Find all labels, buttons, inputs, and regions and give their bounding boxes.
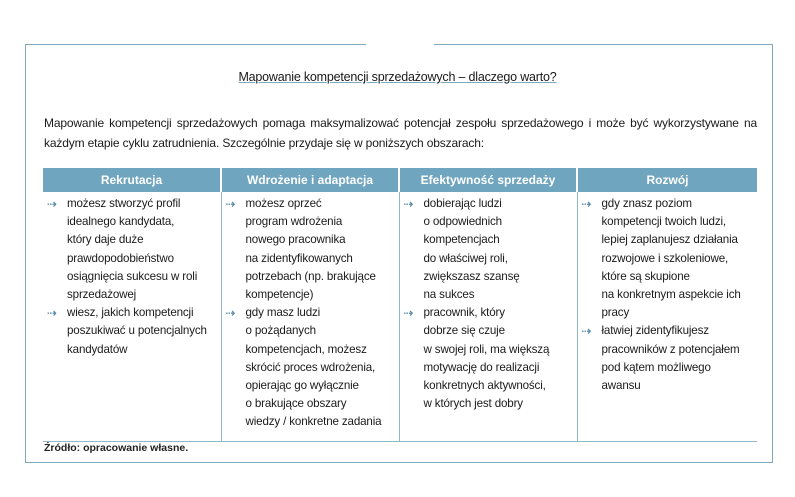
list-item-text-line: sprzedażowej (67, 288, 137, 302)
list-item-text-line: na zidentyfikowanych (245, 251, 353, 265)
list-item-text-line: wiesz, jakich kompetencji (67, 306, 194, 320)
list-item-text-line: lepiej zaplanujesz działania (601, 233, 738, 247)
table-body-row (43, 192, 757, 442)
column-header-recruitment: Rekrutacja (43, 168, 221, 192)
list-item-text-line: pracy (601, 306, 630, 320)
list-item-text-line: awansu (601, 379, 641, 393)
list-item-text-line: o pożądanych (245, 324, 316, 338)
list-item-text-line: w których jest dobry (423, 397, 523, 411)
list-item-text-line: w swojej roli, ma większą (423, 342, 550, 356)
column-cell-recruitment (43, 192, 221, 442)
table-header-row (43, 168, 757, 192)
list-item-text-line: wiedzy / konkretne zadania (245, 415, 382, 429)
list-item-text-line: prawdopodobieństwo (67, 251, 174, 265)
arrow-right-icon: ⇢ (225, 306, 236, 321)
list-item-text-line: o odpowiednich (423, 215, 502, 229)
arrow-right-icon: ⇢ (225, 197, 236, 211)
column-cell-onboarding (221, 192, 399, 442)
list-item-text-line: kompetencji twoich ludzi, (601, 215, 726, 229)
list-item-text-line: na sukces (423, 288, 475, 302)
list-item (404, 195, 573, 304)
column-cell-sales-effectiveness (399, 192, 577, 442)
list-item (404, 304, 573, 413)
arrow-right-icon: ⇢ (47, 306, 57, 321)
list-item-text-line: łatwiej zidentyfikujesz (601, 324, 709, 338)
column-cell-development (577, 192, 757, 442)
list-item-text-line: zwiększasz szansę (423, 269, 520, 283)
column-header-onboarding: Wdrożenie i adaptacja (221, 168, 399, 192)
list-item-text-line: kandydatów (67, 342, 128, 356)
list-item-text-line: motywację do realizacji (423, 360, 540, 374)
list-item (47, 304, 217, 359)
list-item-text-line: rozwojowe i szkoleniowe, (601, 251, 729, 265)
column-header-development: Rozwój (577, 168, 757, 192)
list-item-text-line: pracowników z potencjałem (601, 342, 740, 356)
list-item-text-line: konkretnych aktywności, (423, 379, 546, 393)
list-item (582, 195, 754, 322)
list-item (226, 195, 395, 304)
list-item (582, 322, 754, 395)
list-item-text-line: potrzebach (np. brakujące (245, 269, 376, 283)
list-item (226, 304, 395, 431)
list-item-text-line: gdy znasz poziom (601, 197, 692, 210)
column-header-sales-effectiveness: Efektywność sprzedaży (399, 168, 577, 192)
list-item-text-line: osiągnięcia sukcesu w roli (67, 269, 198, 283)
list-item-text-line: opierając go wyłącznie (245, 379, 359, 393)
list-item-text-line: program wdrożenia (245, 215, 343, 229)
competency-table (43, 168, 757, 442)
list-item-text-line: który daje duże (67, 233, 144, 247)
list-item-text-line: kompetencje) (245, 288, 314, 302)
list-item-text-line: idealnego kandydata, (67, 215, 175, 229)
list-item-text-line: pod kątem możliwego (601, 360, 711, 374)
list-item-text-line: możesz oprzeć (245, 197, 322, 210)
list-item-text-line: o brakujące obszary (245, 397, 347, 411)
list-item-text-line: gdy masz ludzi (245, 306, 321, 320)
list-item-text-line: na konkretnym aspekcie ich (601, 288, 741, 302)
list-item-text-line: kompetencjach (423, 233, 500, 247)
intro-paragraph: Mapowanie kompetencji sprzedażowych pomaga maksymalizować potencjał zespołu sprzedażowego i może być wykorzystywane na każdym etapie cyklu zatrudnienia. Szczególnie przydaje się w poniższych obszarach: (44, 116, 757, 150)
list-item-text-line: dobrze się czuje (423, 324, 505, 338)
arrow-right-icon: ⇢ (581, 197, 592, 211)
list-item-text-line: dobierając ludzi (423, 197, 502, 210)
arrow-right-icon: ⇢ (403, 197, 414, 211)
arrow-right-icon: ⇢ (47, 197, 57, 211)
list-item-text-line: pracownik, który (423, 306, 505, 320)
list-item-text-line: które są skupione (601, 269, 690, 283)
list-item-text-line: poszukiwać u potencjalnych (67, 324, 207, 338)
list-item-text-line: kompetencjach, możesz (245, 342, 367, 356)
list-item-text-line: możesz stworzyć profil (67, 197, 181, 210)
list-item-text-line: nowego pracownika (245, 233, 346, 247)
box-title-text: Mapowanie kompetencji sprzedażowych – dlaczego warto? (238, 70, 557, 84)
list-item-text-line: do właściwej roli, (423, 251, 508, 265)
arrow-right-icon: ⇢ (403, 306, 414, 321)
list-item-text-line: skrócić proces wdrożenia, (245, 360, 376, 374)
box-title (0, 70, 795, 84)
frame-notch (366, 40, 434, 48)
arrow-right-icon: ⇢ (581, 324, 592, 339)
source-note: Źródło: opracowanie własne. (44, 442, 189, 454)
list-item (47, 195, 217, 304)
